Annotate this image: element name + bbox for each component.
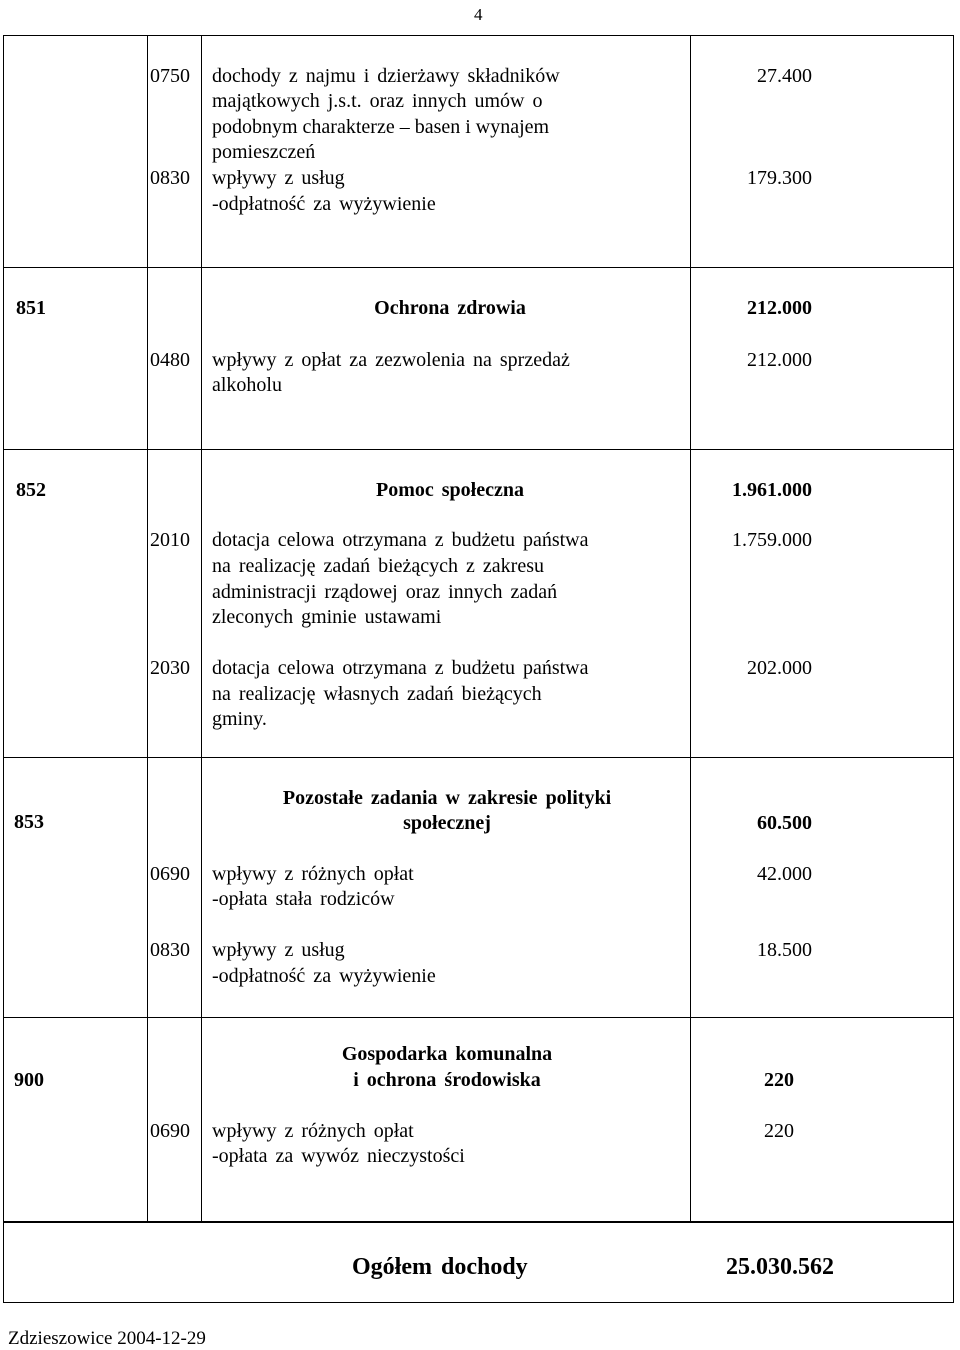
amount: 202.000 — [747, 657, 812, 679]
amount: 179.300 — [747, 167, 812, 189]
classification-code: 0830 — [150, 939, 190, 961]
amount: 212.000 — [747, 349, 812, 371]
chapter-number: 852 — [16, 479, 46, 501]
amount: 18.500 — [757, 939, 812, 961]
classification-code: 0690 — [150, 863, 190, 885]
classification-code: 2030 — [150, 657, 190, 679]
item-description: alkoholu — [212, 374, 282, 396]
chapter-title: społecznej — [403, 812, 491, 834]
amount: 42.000 — [757, 863, 812, 885]
classification-code: 0750 — [150, 65, 190, 87]
chapter-total: 1.961.000 — [732, 479, 812, 501]
classification-code: 0690 — [150, 1120, 190, 1142]
amount: 220 — [764, 1120, 794, 1142]
item-description: dotacja celowa otrzymana z budżetu państwa — [212, 657, 589, 679]
footer-place-date: Zdzieszowice 2004-12-29 — [8, 1328, 206, 1349]
item-description: dochody z najmu i dzierżawy składników — [212, 65, 560, 87]
chapter-number: 900 — [14, 1069, 44, 1091]
item-description: -odpłatność za wyżywienie — [212, 965, 436, 987]
classification-code: 2010 — [150, 529, 190, 551]
chapter-total: 60.500 — [757, 812, 812, 834]
page-number: 4 — [474, 5, 483, 24]
classification-code: 0480 — [150, 349, 190, 371]
item-description: administracji rządowej oraz innych zadań — [212, 581, 558, 603]
chapter-number: 853 — [14, 811, 44, 833]
chapter-title: Pozostałe zadania w zakresie polityki — [282, 787, 612, 809]
item-description: wpływy z usług — [212, 939, 345, 961]
grand-total-value: 25.030.562 — [726, 1254, 834, 1280]
item-description: wpływy z różnych opłat — [212, 863, 414, 885]
grand-total-label: Ogółem dochody — [352, 1254, 528, 1280]
item-description: na realizację własnych zadań bieżących — [212, 683, 542, 705]
item-description: zleconych gminie ustawami — [212, 606, 442, 628]
chapter-total: 212.000 — [747, 297, 812, 319]
item-description: podobnym charakterze – basen i wynajem — [212, 116, 550, 138]
chapter-title: Pomoc społeczna — [376, 479, 524, 501]
item-description: wpływy z opłat za zezwolenia na sprzedaż — [212, 349, 570, 371]
item-description: wpływy z usług — [212, 167, 345, 189]
chapter-title: Ochrona zdrowia — [374, 297, 526, 319]
item-description: na realizację zadań bieżących z zakresu — [212, 555, 544, 577]
item-description: majątkowych j.s.t. oraz innych umów o — [212, 90, 543, 112]
item-description: wpływy z różnych opłat — [212, 1120, 414, 1142]
item-description: -opłata stała rodziców — [212, 888, 395, 910]
chapter-total: 220 — [764, 1069, 794, 1091]
chapter-number: 851 — [16, 297, 46, 319]
chapter-title: i ochrona środowiska — [353, 1069, 541, 1091]
amount: 1.759.000 — [732, 529, 812, 551]
item-description: -odpłatność za wyżywienie — [212, 193, 436, 215]
classification-code: 0830 — [150, 167, 190, 189]
amount: 27.400 — [757, 65, 812, 87]
item-description: dotacja celowa otrzymana z budżetu państwa — [212, 529, 589, 551]
item-description: pomieszczeń — [212, 141, 316, 163]
chapter-title: Gospodarka komunalna — [341, 1043, 553, 1065]
item-description: gminy. — [212, 708, 267, 730]
item-description: -opłata za wywóz nieczystości — [212, 1145, 465, 1167]
